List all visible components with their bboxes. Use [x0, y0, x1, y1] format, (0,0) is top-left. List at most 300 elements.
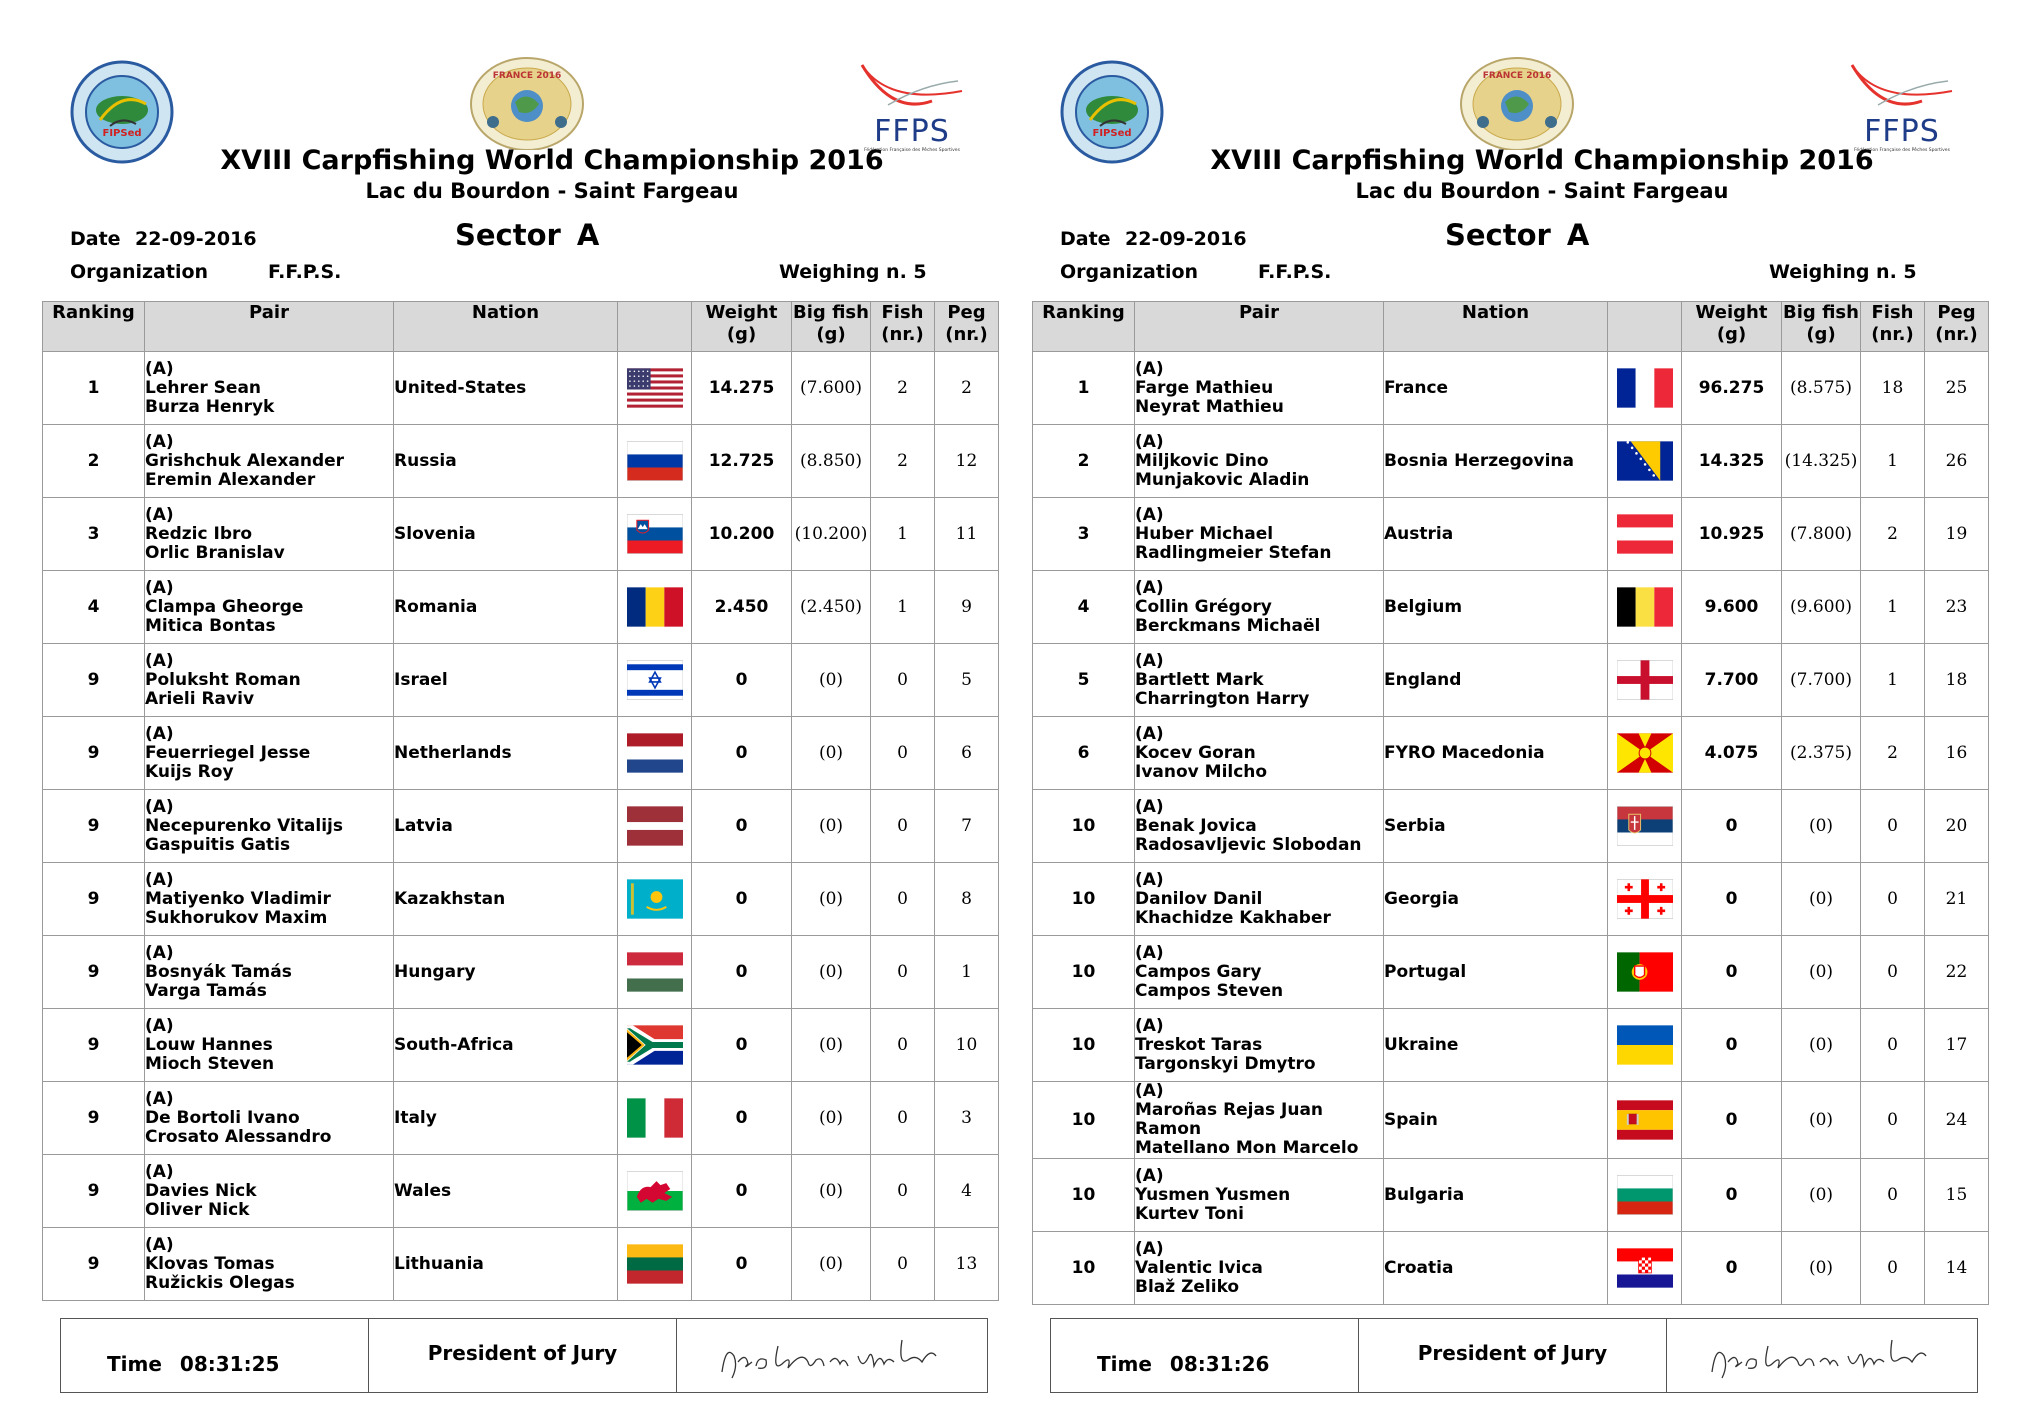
table-row: [1033, 1082, 1989, 1159]
at-flag: [1617, 514, 1673, 554]
ranking-cell: 9: [43, 1009, 145, 1082]
pair-angler-2: Campos Steven: [1135, 980, 1284, 1001]
pair-cell: [145, 1009, 394, 1082]
nation-cell: France: [1384, 352, 1608, 425]
pair-cell: [145, 498, 394, 571]
weight-cell: 0: [1682, 790, 1782, 863]
be-flag: [1617, 587, 1673, 627]
svg-text:FRANCE 2016: FRANCE 2016: [1482, 71, 1552, 81]
fish-count-cell: 0: [1861, 1082, 1925, 1159]
pair-angler-1: Matiyenko Vladimir: [145, 888, 331, 909]
peg-cell: 8: [935, 863, 999, 936]
ge-flag: [1617, 879, 1673, 919]
table-row: [1033, 352, 1989, 425]
fish-count-cell: 0: [871, 936, 935, 1009]
jury-signature: [1667, 1319, 1977, 1392]
bigfish-cell: (8.575): [1782, 352, 1861, 425]
france-2016-logo: [1457, 50, 1577, 150]
nl-flag: [627, 733, 683, 773]
fish-count-cell: 0: [871, 644, 935, 717]
fish-count-cell: 0: [871, 717, 935, 790]
bigfish-cell: (7.600): [792, 352, 871, 425]
pair-group: (A): [1135, 1015, 1164, 1036]
peg-cell: 26: [1925, 425, 1989, 498]
ba-flag: [1617, 441, 1673, 481]
ranking-cell: 9: [43, 863, 145, 936]
pair-angler-2: Eremin Alexander: [145, 469, 316, 490]
peg-header: Peg (nr.): [1925, 302, 1989, 352]
pair-angler-2: Oliver Nick: [145, 1199, 250, 1220]
table-row: [1033, 425, 1989, 498]
results-sheet: [42, 0, 998, 1428]
pair-angler-2: Matellano Mon Marcelo: [1135, 1138, 1359, 1158]
weight-cell: 0: [692, 790, 792, 863]
svg-text:FRANCE 2016: FRANCE 2016: [492, 71, 562, 81]
pair-angler-2: Gaspuitis Gatis: [145, 834, 291, 855]
ranking-cell: 1: [43, 352, 145, 425]
fish-header: Fish (nr.): [871, 302, 935, 352]
fish-count-cell: 2: [871, 352, 935, 425]
organization-label: Organization: [70, 261, 209, 283]
bigfish-cell: (0): [792, 790, 871, 863]
peg-cell: 14: [1925, 1232, 1989, 1305]
pair-cell: [1135, 936, 1384, 1009]
time-box: [1051, 1319, 1359, 1392]
fish-count-cell: 1: [1861, 644, 1925, 717]
weight-cell: 14.275: [692, 352, 792, 425]
pair-group: (A): [1135, 869, 1164, 890]
nation-cell: Wales: [394, 1155, 618, 1228]
nation-cell: Netherlands: [394, 717, 618, 790]
pair-cell: [1135, 790, 1384, 863]
weight-cell: 10.200: [692, 498, 792, 571]
ffps-logo: [852, 55, 972, 155]
fish-count-cell: 0: [1861, 1009, 1925, 1082]
pair-angler-1: Clampa Gheorge: [145, 596, 304, 617]
pair-angler-1: Collin Grégory: [1135, 596, 1272, 617]
pair-angler-1: Huber Michael: [1135, 523, 1274, 544]
peg-cell: 11: [935, 498, 999, 571]
ranking-cell: 2: [43, 425, 145, 498]
ranking-cell: 9: [43, 717, 145, 790]
weight-cell: 0: [1682, 863, 1782, 936]
pair-group: (A): [1135, 577, 1164, 598]
bigfish-cell: (2.375): [1782, 717, 1861, 790]
time-value: 08:31:25: [179, 1351, 280, 1376]
bigfish-cell: (0): [1782, 1082, 1861, 1159]
svg-text:Fédération Française des Pêche: Fédération Française des Pêches Sportives: [864, 148, 960, 153]
it-flag: [627, 1098, 683, 1138]
pair-cell: [145, 644, 394, 717]
bigfish-cell: (7.700): [1782, 644, 1861, 717]
bigfish-cell: (10.200): [792, 498, 871, 571]
pair-cell: [1135, 1232, 1384, 1305]
table-row: [43, 644, 999, 717]
nation-cell: Portugal: [1384, 936, 1608, 1009]
lv-flag: [627, 806, 683, 846]
pair-angler-2: Kurtev Toni: [1135, 1203, 1244, 1224]
nation-cell: United-States: [394, 352, 618, 425]
bigfish-cell: (9.600): [1782, 571, 1861, 644]
pair-angler-1: Campos Gary: [1135, 961, 1262, 982]
pair-angler-1: Benak Jovica: [1135, 815, 1257, 836]
peg-cell: 20: [1925, 790, 1989, 863]
peg-cell: 5: [935, 644, 999, 717]
flag-header: [618, 302, 692, 352]
time-label: Time: [1097, 1351, 1152, 1376]
pair-group: (A): [1135, 1081, 1164, 1101]
ranking-cell: 9: [43, 1082, 145, 1155]
pair-angler-2: Munjakovic Aladin: [1135, 469, 1310, 490]
pair-cell: [145, 717, 394, 790]
peg-cell: 24: [1925, 1082, 1989, 1159]
pair-angler-1: Klovas Tomas: [145, 1253, 275, 1274]
peg-cell: 15: [1925, 1159, 1989, 1232]
weight-cell: 0: [1682, 1009, 1782, 1082]
bigfish-header: Big fish (g): [1782, 302, 1861, 352]
pair-cell: [145, 790, 394, 863]
pair-group: (A): [145, 1161, 174, 1182]
pair-group: (A): [1135, 358, 1164, 379]
pair-group: (A): [145, 650, 174, 671]
fish-count-cell: 0: [871, 1009, 935, 1082]
pair-angler-1: Lehrer Sean: [145, 377, 262, 398]
svg-text:FIPSed: FIPSed: [1092, 128, 1132, 139]
weight-cell: 0: [692, 863, 792, 936]
page-subtitle: Lac du Bourdon - Saint Fargeau: [365, 179, 739, 203]
pair-cell: [145, 936, 394, 1009]
table-header: [1033, 302, 1989, 352]
results-sheet: [1032, 0, 1988, 1428]
jury-label: President of Jury: [1359, 1319, 1667, 1392]
pair-angler-1: Danilov Danil: [1135, 888, 1263, 909]
organization-value: F.F.P.S.: [1258, 261, 1332, 283]
pair-angler-2: Mitica Bontas: [145, 615, 276, 636]
fish-count-cell: 0: [1861, 936, 1925, 1009]
weight-cell: 0: [692, 936, 792, 1009]
nation-cell: FYRO Macedonia: [1384, 717, 1608, 790]
bigfish-cell: (0): [792, 863, 871, 936]
pair-group: (A): [145, 1015, 174, 1036]
pair-cell: [1135, 863, 1384, 936]
date-label: Date: [70, 228, 121, 250]
peg-cell: 19: [1925, 498, 1989, 571]
nation-cell: Bosnia Herzegovina: [1384, 425, 1608, 498]
bigfish-cell: (0): [792, 1082, 871, 1155]
time-box: [61, 1319, 369, 1392]
pair-angler-2: Orlic Branislav: [145, 542, 285, 563]
pair-group: (A): [1135, 431, 1164, 452]
svg-text:FFPS: FFPS: [1864, 114, 1940, 149]
nation-cell: Romania: [394, 571, 618, 644]
pair-cell: [145, 863, 394, 936]
pair-group: (A): [145, 942, 174, 963]
nation-cell: Israel: [394, 644, 618, 717]
weighing-number: Weighing n. 5: [779, 261, 927, 283]
pair-group: (A): [1135, 504, 1164, 525]
fish-count-cell: 2: [1861, 498, 1925, 571]
pair-cell: [1135, 1009, 1384, 1082]
hr-flag: [1617, 1248, 1673, 1288]
pair-angler-2: Crosato Alessandro: [145, 1126, 332, 1147]
fish-count-cell: 0: [1861, 790, 1925, 863]
pair-cell: [145, 1228, 394, 1301]
hu-flag: [627, 952, 683, 992]
pair-angler-2: Kuijs Roy: [145, 761, 234, 782]
weight-cell: 14.325: [1682, 425, 1782, 498]
pair-angler-2: Sukhorukov Maxim: [145, 907, 328, 928]
pair-header: Pair: [1135, 302, 1384, 352]
bigfish-cell: (0): [792, 936, 871, 1009]
ranking-cell: 9: [43, 1155, 145, 1228]
bigfish-cell: (14.325): [1782, 425, 1861, 498]
table-row: [1033, 498, 1989, 571]
ranking-cell: 9: [43, 1228, 145, 1301]
peg-cell: 18: [1925, 644, 1989, 717]
ranking-cell: 10: [1033, 790, 1135, 863]
ranking-cell: 6: [1033, 717, 1135, 790]
nation-cell: Italy: [394, 1082, 618, 1155]
weight-cell: 9.600: [1682, 571, 1782, 644]
ua-flag: [1617, 1025, 1673, 1065]
table-row: [1033, 644, 1989, 717]
time-value: 08:31:26: [1169, 1351, 1270, 1376]
weight-cell: 0: [692, 1009, 792, 1082]
ranking-cell: 10: [1033, 1232, 1135, 1305]
peg-cell: 21: [1925, 863, 1989, 936]
peg-cell: 9: [935, 571, 999, 644]
weight-cell: 2.450: [692, 571, 792, 644]
ranking-cell: 4: [1033, 571, 1135, 644]
ru-flag: [627, 441, 683, 481]
fish-count-cell: 2: [1861, 717, 1925, 790]
weight-cell: 0: [692, 1228, 792, 1301]
fish-count-cell: 1: [1861, 571, 1925, 644]
pair-angler-2: Berckmans Michaël: [1135, 615, 1321, 636]
bigfish-header: Big fish (g): [792, 302, 871, 352]
pair-angler-1: Kocev Goran: [1135, 742, 1256, 763]
pair-angler-1: Maroñas Rejas Juan Ramon: [1135, 1100, 1324, 1139]
table-row: [1033, 1159, 1989, 1232]
pair-group: (A): [145, 431, 174, 452]
es-flag: [1617, 1100, 1673, 1140]
table-row: [1033, 571, 1989, 644]
fish-count-cell: 1: [871, 571, 935, 644]
weight-cell: 0: [692, 717, 792, 790]
pair-angler-2: Burza Henryk: [145, 396, 275, 417]
ranking-cell: 9: [43, 790, 145, 863]
pair-cell: [145, 1082, 394, 1155]
fish-count-cell: 0: [1861, 1159, 1925, 1232]
pair-angler-2: Ivanov Milcho: [1135, 761, 1268, 782]
pair-angler-1: Treskot Taras: [1135, 1034, 1263, 1055]
bigfish-cell: (0): [792, 1009, 871, 1082]
sector-title: Sector A: [1445, 218, 1590, 252]
weight-cell: 4.075: [1682, 717, 1782, 790]
ranking-cell: 10: [1033, 1082, 1135, 1159]
peg-cell: 17: [1925, 1009, 1989, 1082]
pair-angler-2: Arieli Raviv: [145, 688, 255, 709]
fish-count-cell: 0: [871, 1082, 935, 1155]
table-row: [43, 352, 999, 425]
nation-cell: Croatia: [1384, 1232, 1608, 1305]
fr-flag: [1617, 368, 1673, 408]
weight-cell: 12.725: [692, 425, 792, 498]
ranking-cell: 9: [43, 936, 145, 1009]
ranking-cell: 3: [1033, 498, 1135, 571]
pair-angler-1: Miljkovic Dino: [1135, 450, 1269, 471]
nation-cell: Kazakhstan: [394, 863, 618, 936]
pair-angler-1: Bartlett Mark: [1135, 669, 1264, 690]
nation-cell: Belgium: [1384, 571, 1608, 644]
nation-cell: Hungary: [394, 936, 618, 1009]
bigfish-cell: (0): [792, 1228, 871, 1301]
peg-cell: 4: [935, 1155, 999, 1228]
ranking-cell: 4: [43, 571, 145, 644]
pair-group: (A): [1135, 1165, 1164, 1186]
ranking-cell: 2: [1033, 425, 1135, 498]
results-table: [1032, 301, 1989, 1305]
pair-group: (A): [145, 504, 174, 525]
ranking-cell: 1: [1033, 352, 1135, 425]
ranking-cell: 10: [1033, 1159, 1135, 1232]
pair-angler-1: Davies Nick: [145, 1180, 257, 1201]
pair-angler-1: Necepurenko Vitalijs: [145, 815, 343, 836]
bigfish-cell: (7.800): [1782, 498, 1861, 571]
table-row: [43, 425, 999, 498]
peg-cell: 10: [935, 1009, 999, 1082]
weight-header: Weight (g): [692, 302, 792, 352]
ranking-header: Ranking: [43, 302, 145, 352]
peg-cell: 23: [1925, 571, 1989, 644]
bigfish-cell: (0): [1782, 1232, 1861, 1305]
pair-cell: [145, 1155, 394, 1228]
table-row: [1033, 790, 1989, 863]
nation-cell: Ukraine: [1384, 1009, 1608, 1082]
nation-cell: Russia: [394, 425, 618, 498]
ranking-cell: 5: [1033, 644, 1135, 717]
weight-cell: 0: [1682, 1232, 1782, 1305]
bg-flag: [1617, 1175, 1673, 1215]
nation-cell: England: [1384, 644, 1608, 717]
nation-cell: Lithuania: [394, 1228, 618, 1301]
pair-group: (A): [1135, 796, 1164, 817]
weight-cell: 0: [1682, 936, 1782, 1009]
pair-cell: [145, 352, 394, 425]
pair-group: (A): [145, 1234, 174, 1255]
pair-angler-2: Varga Tamás: [145, 980, 267, 1001]
pair-group: (A): [1135, 942, 1164, 963]
pair-angler-1: Poluksht Roman: [145, 669, 301, 690]
nation-cell: Austria: [1384, 498, 1608, 571]
organization-label: Organization: [1060, 261, 1199, 283]
table-row: [43, 936, 999, 1009]
pair-cell: [1135, 352, 1384, 425]
pair-cell: [1135, 644, 1384, 717]
fish-count-cell: 0: [1861, 863, 1925, 936]
pair-angler-2: Targonskyi Dmytro: [1135, 1053, 1316, 1074]
pair-group: (A): [145, 796, 174, 817]
bigfish-cell: (0): [1782, 1009, 1861, 1082]
footer-box: [60, 1318, 988, 1393]
fish-count-cell: 0: [871, 1155, 935, 1228]
pt-flag: [1617, 952, 1673, 992]
peg-cell: 16: [1925, 717, 1989, 790]
pair-group: (A): [145, 869, 174, 890]
weight-cell: 0: [1682, 1159, 1782, 1232]
svg-text:FIPSed: FIPSed: [102, 128, 142, 139]
time-label: Time: [107, 1351, 162, 1376]
il-flag: [627, 660, 683, 700]
ffps-logo: [1842, 55, 1962, 155]
date-value: 22-09-2016: [1125, 228, 1247, 250]
table-row: [1033, 717, 1989, 790]
weight-cell: 96.275: [1682, 352, 1782, 425]
bigfish-cell: (0): [792, 644, 871, 717]
table-row: [1033, 1232, 1989, 1305]
en-flag: [1617, 660, 1673, 700]
pair-angler-1: Bosnyák Tamás: [145, 961, 292, 982]
weight-cell: 0: [692, 1155, 792, 1228]
weight-cell: 0: [692, 644, 792, 717]
nation-cell: Slovenia: [394, 498, 618, 571]
pair-group: (A): [145, 1088, 174, 1109]
pair-group: (A): [145, 723, 174, 744]
pair-cell: [1135, 717, 1384, 790]
pair-cell: [1135, 498, 1384, 571]
peg-cell: 1: [935, 936, 999, 1009]
ro-flag: [627, 587, 683, 627]
pair-angler-2: Khachidze Kakhaber: [1135, 907, 1331, 928]
pair-angler-1: Grishchuk Alexander: [145, 450, 345, 471]
nation-cell: Latvia: [394, 790, 618, 863]
pair-group: (A): [145, 577, 174, 598]
page-title: XVIII Carpfishing World Championship 2016: [1210, 145, 1874, 176]
weight-cell: 0: [1682, 1082, 1782, 1159]
peg-cell: 22: [1925, 936, 1989, 1009]
fish-count-cell: 0: [1861, 1232, 1925, 1305]
fish-count-cell: 1: [1861, 425, 1925, 498]
fish-count-cell: 2: [871, 425, 935, 498]
peg-cell: 12: [935, 425, 999, 498]
pair-angler-2: Neyrat Mathieu: [1135, 396, 1284, 417]
bigfish-cell: (2.450): [792, 571, 871, 644]
kz-flag: [627, 879, 683, 919]
sector-title: Sector A: [455, 218, 600, 252]
table-row: [43, 717, 999, 790]
peg-cell: 6: [935, 717, 999, 790]
pair-angler-2: Mioch Steven: [145, 1053, 275, 1074]
pair-cell: [1135, 425, 1384, 498]
organization-value: F.F.P.S.: [268, 261, 342, 283]
table-row: [43, 1082, 999, 1155]
pair-cell: [1135, 1082, 1384, 1159]
pair-group: (A): [145, 358, 174, 379]
table-row: [43, 1009, 999, 1082]
peg-cell: 3: [935, 1082, 999, 1155]
pair-group: (A): [1135, 650, 1164, 671]
table-row: [43, 863, 999, 936]
date-value: 22-09-2016: [135, 228, 257, 250]
pair-angler-2: Ružickis Olegas: [145, 1272, 295, 1293]
bigfish-cell: (0): [1782, 790, 1861, 863]
mk-flag: [1617, 733, 1673, 773]
lt-flag: [627, 1244, 683, 1284]
page-title: XVIII Carpfishing World Championship 2016: [220, 145, 884, 176]
table-row: [43, 1228, 999, 1301]
peg-header: Peg (nr.): [935, 302, 999, 352]
weight-cell: 7.700: [1682, 644, 1782, 717]
